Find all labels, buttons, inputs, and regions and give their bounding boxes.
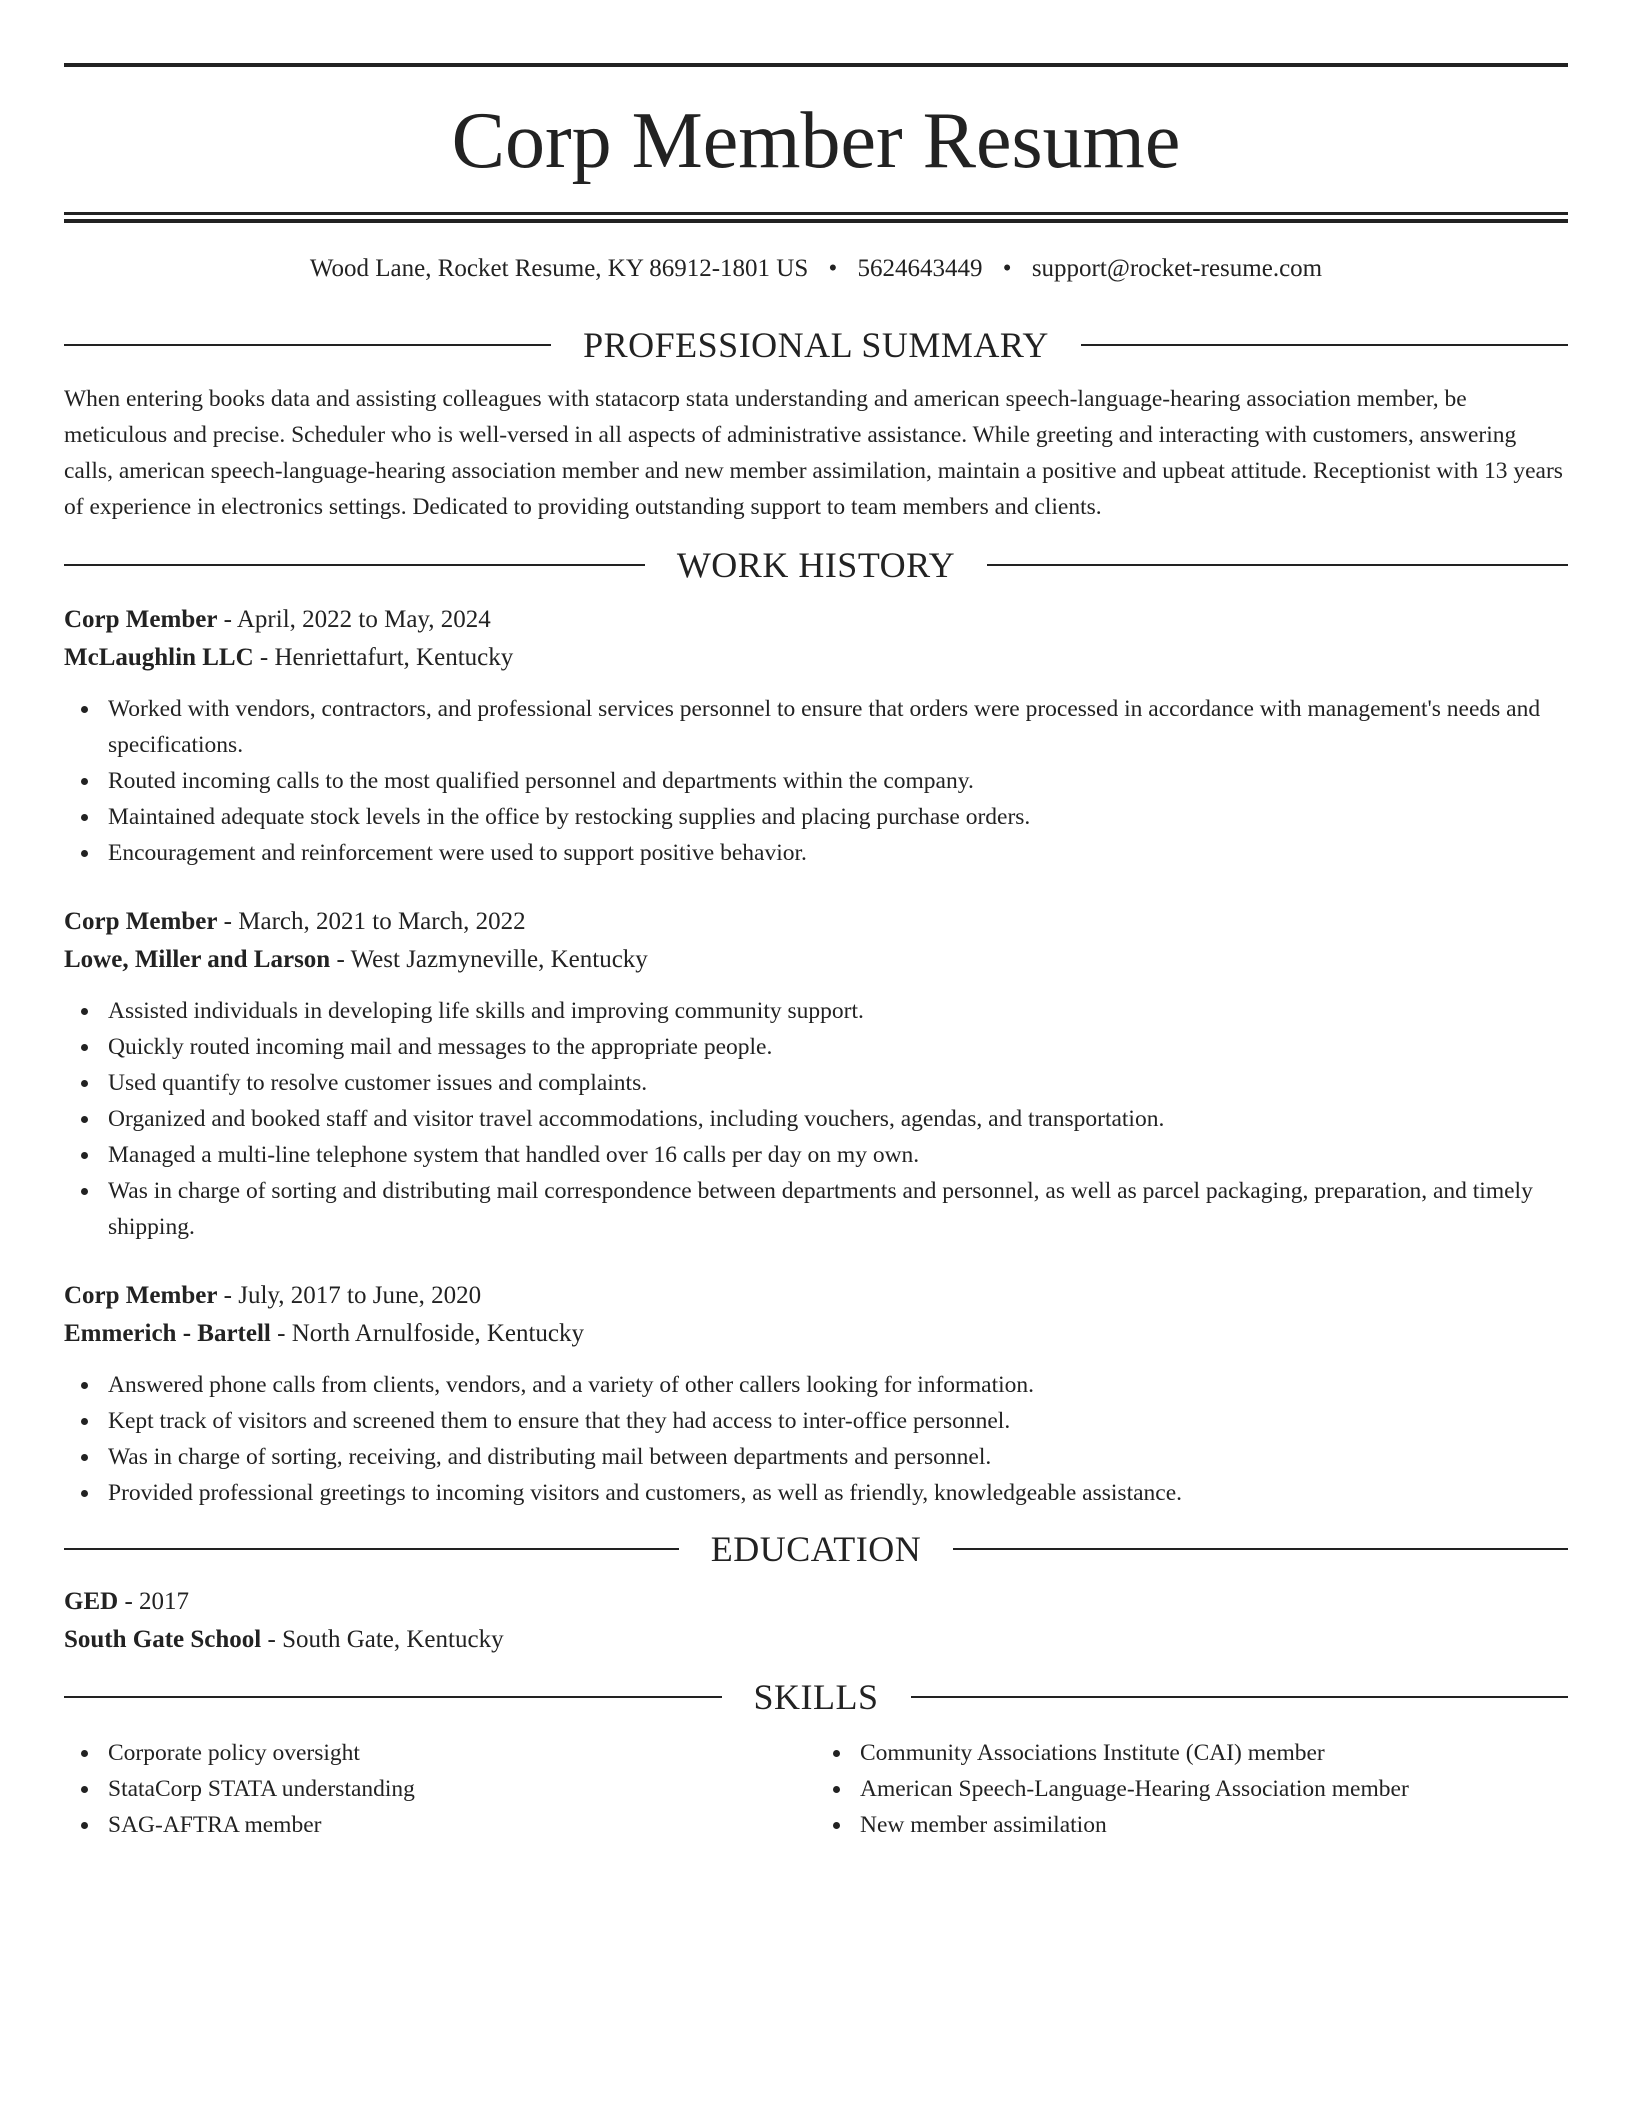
job-company-line (64, 941, 1568, 979)
school-name: South Gate School (64, 1626, 262, 1653)
skill-item: StataCorp STATA understanding (108, 1771, 816, 1807)
list-item: Organized and booked staff and visitor travel accommodations, including vouchers, agendas, and transportation. (108, 1101, 1568, 1137)
job-title: Corp Member (64, 606, 218, 633)
skill-item: American Speech-Language-Hearing Association member (860, 1771, 1568, 1807)
skill-item: Corporate policy oversight (108, 1735, 816, 1771)
skills-heading (64, 1675, 1568, 1719)
degree-line (64, 1583, 1568, 1621)
list-item: Encouragement and reinforcement were used to support positive behavior. (108, 835, 1568, 871)
section-title: SKILLS (753, 1677, 879, 1717)
job-bullets (64, 1367, 1568, 1511)
list-item: Was in charge of sorting and distributing mail correspondence between departments and personnel, as well as parcel packaging, preparation, and timely shipping. (108, 1173, 1568, 1245)
job-entry (64, 1277, 1568, 1511)
job-dates: - March, 2021 to March, 2022 (217, 908, 526, 935)
contact-separator: • (828, 255, 838, 282)
company-name: McLaughlin LLC (64, 644, 254, 671)
heading-rule (64, 1548, 679, 1550)
heading-rule (64, 564, 645, 566)
job-company-line (64, 639, 1568, 677)
job-dates: - April, 2022 to May, 2024 (217, 606, 491, 633)
heading-rule (987, 564, 1568, 566)
education-heading (64, 1527, 1568, 1571)
job-entry (64, 601, 1568, 871)
summary-text: When entering books data and assisting colleagues with statacorp stata understanding and american speech-language-hearing association member, be meticulous and precise. Scheduler who is well-versed in all aspects of administrative assistance. While greeting and interacting with customers, answering calls, american speech-language-hearing association member and new member assimilation, maintain a positive and upbeat attitude. Receptionist with 13 years of experience in electronics settings. Dedicated to providing outstanding support to team members and clients. (64, 386, 1563, 520)
section-title: WORK HISTORY (676, 545, 956, 585)
heading-rule (911, 1696, 1569, 1698)
degree-year: - 2017 (118, 1588, 190, 1615)
section-title: EDUCATION (710, 1529, 922, 1569)
job-bullets (64, 691, 1568, 871)
skills-columns (64, 1735, 1568, 1843)
degree: GED (64, 1588, 119, 1615)
resume-page (64, 63, 1568, 1843)
job-title: Corp Member (64, 1282, 218, 1309)
list-item: Kept track of visitors and screened them to ensure that they had access to inter-office personnel. (108, 1403, 1568, 1439)
section-title: PROFESSIONAL SUMMARY (583, 325, 1049, 365)
job-bullets (64, 993, 1568, 1245)
contact-line (64, 253, 1568, 285)
skill-item: New member assimilation (860, 1807, 1568, 1843)
education-entry (64, 1583, 1568, 1659)
job-title-line (64, 1277, 1568, 1315)
school-line (64, 1621, 1568, 1659)
list-item: Worked with vendors, contractors, and professional services personnel to ensure that orders were processed in accordance with management's needs and specifications. (108, 691, 1568, 763)
job-title: Corp Member (64, 908, 218, 935)
contact-email: support@rocket-resume.com (1031, 255, 1323, 282)
company-location: - North Arnulfoside, Kentucky (270, 1320, 585, 1347)
list-item: Quickly routed incoming mail and messages to the appropriate people. (108, 1029, 1568, 1065)
title-double-rule (64, 212, 1568, 223)
skills-list-right (816, 1735, 1568, 1843)
company-location: - West Jazmyneville, Kentucky (330, 946, 648, 973)
list-item: Maintained adequate stock levels in the office by restocking supplies and placing purchase orders. (108, 799, 1568, 835)
contact-separator: • (1002, 255, 1012, 282)
company-name: Emmerich - Bartell (64, 1320, 271, 1347)
page-title: Corp Member Resume (451, 97, 1181, 185)
heading-rule (953, 1548, 1568, 1550)
job-title-line (64, 903, 1568, 941)
work-history-heading (64, 543, 1568, 587)
skills-list-left (64, 1735, 816, 1843)
company-name: Lowe, Miller and Larson (64, 946, 331, 973)
contact-address: Wood Lane, Rocket Resume, KY 86912-1801 US (309, 255, 809, 282)
heading-rule (1081, 344, 1568, 346)
skill-item: SAG-AFTRA member (108, 1807, 816, 1843)
list-item: Managed a multi-line telephone system that handled over 16 calls per day on my own. (108, 1137, 1568, 1173)
job-entry (64, 903, 1568, 1245)
list-item: Used quantify to resolve customer issues and complaints. (108, 1065, 1568, 1101)
heading-rule (64, 1696, 722, 1698)
job-company-line (64, 1315, 1568, 1353)
job-title-line (64, 601, 1568, 639)
heading-rule (64, 344, 551, 346)
list-item: Provided professional greetings to incoming visitors and customers, as well as friendly, knowledgeable assistance. (108, 1475, 1568, 1511)
list-item: Answered phone calls from clients, vendors, and a variety of other callers looking for information. (108, 1367, 1568, 1403)
list-item: Was in charge of sorting, receiving, and distributing mail between departments and personnel. (108, 1439, 1568, 1475)
job-dates: - July, 2017 to June, 2020 (217, 1282, 482, 1309)
list-item: Assisted individuals in developing life skills and improving community support. (108, 993, 1568, 1029)
company-location: - Henriettafurt, Kentucky (253, 644, 514, 671)
list-item: Routed incoming calls to the most qualified personnel and departments within the company. (108, 763, 1568, 799)
school-location: - South Gate, Kentucky (261, 1626, 504, 1653)
contact-phone: 5624643449 (857, 255, 983, 282)
summary-heading (64, 323, 1568, 367)
skill-item: Community Associations Institute (CAI) member (860, 1735, 1568, 1771)
